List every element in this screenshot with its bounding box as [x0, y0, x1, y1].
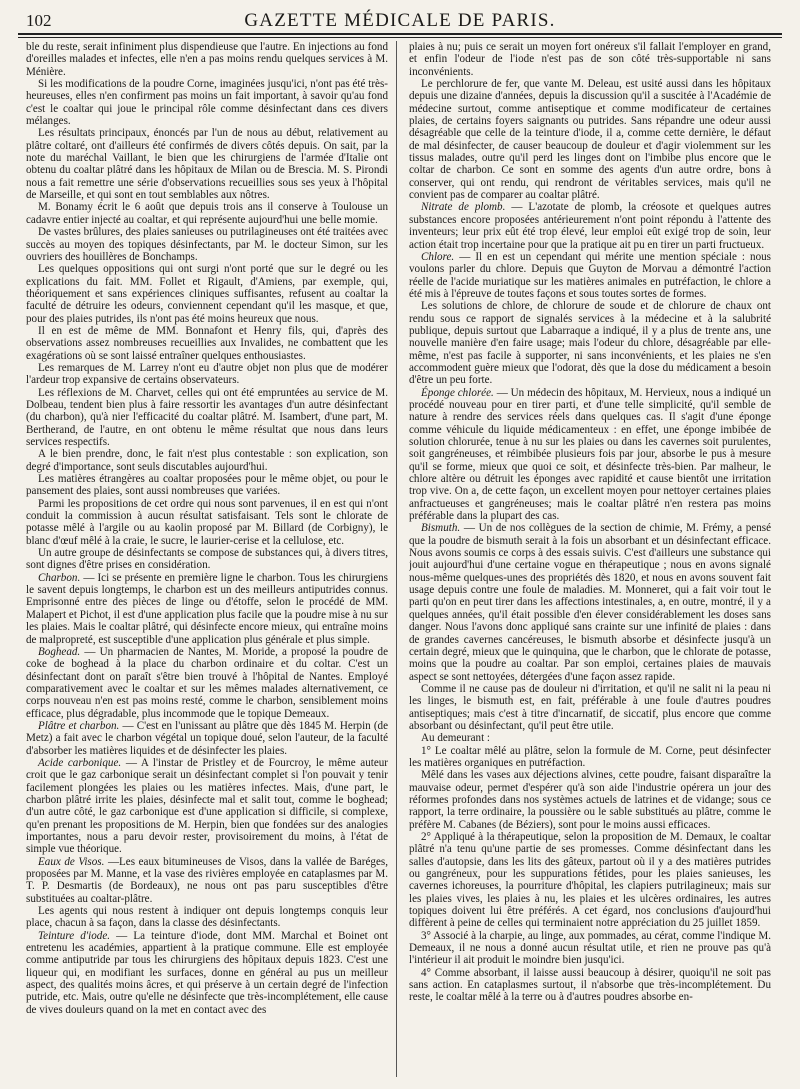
paragraph [409, 683, 771, 732]
paragraph [409, 745, 771, 770]
paragraph [26, 448, 388, 473]
paragraph-text: — La teinture d'iode, dont MM. Marchal et Boinet ont entretenu les académies, appartient à la pratique commune. Elle est employée comme antiputride par tous les chirurgiens des hôpitaux depuis 1823. C'est une liqueur qui, en modifiant les surfaces, donne en général au pus un meilleur aspect, des qualités moins âcres, et qui préserve à un certain degré de l'infection putride, etc. Mais, outre qu'elle ne désinfecte que très-incomplétement, elle cause de vives douleurs quand on la met en contact avec des [26, 929, 388, 1016]
paragraph-text: — Un pharmacien de Nantes, M. Moride, a proposé la poudre de coke de boghead à la place du charbon ordinaire et du coltar. C'est un désinfectant dont on paraît s'être bien trouvé à l'hôpital de Nantes. Employé comparativement avec le coaltar et sur les mêmes malades alternativement, ce corps nouveau n'en est pas moins resté, comme le charbon, sensiblement moins efficace, plus dégradable, plus incommode que le topique Demeaux. [26, 645, 388, 720]
paragraph-text: Parmi les propositions de cet ordre qui nous sont parvenues, il en est qui n'ont conduit la commission à aucun résultat satisfaisant. Tels sont le chlorate de potasse mêlé à l'argile ou au kaolin proposé par M. Billard (de Corbigny), le blanc d'œuf mêlé à la craie, le sucre, le laurier-cerise et la cellulose, etc. [26, 497, 388, 547]
paragraph-text: Si les modifications de la poudre Corne, imaginées jusqu'ici, n'ont pas été très-heureuses, elles n'en confirment pas moins un fait important, à savoir qu'au fond c'est le coaltar qui joue le principal rôle comme désinfectant dans ces divers mélanges. [26, 78, 388, 128]
paragraph [409, 930, 771, 967]
right-column [409, 41, 771, 1081]
paragraph [409, 387, 771, 523]
paragraph [26, 720, 388, 757]
paragraph [409, 732, 771, 744]
paragraph-text: — Un médecin des hôpitaux, M. Hervieux, nous a indiqué un procédé nouveau pour en tirer parti, et d'une telle simplicité, qu'il semble de nature à rendre des services réels dans quelques cas. Il s'agit d'une éponge comme véhicule du liquide médicamenteux : en effet, une éponge imbibée de solution chlorurée, tenue à nu sur les plaies ou dans les cavernes soit purulentes, soit gangréneuses, et réimbibée plusieurs fois par jour, absorbe le pus à mesure qu'il se forme, mieux que quoi ce soit, et désinfecte très-bien. Par malheur, le chlore altère ou détruit les éponges avec rapidité et cause bientôt une irritation trop vive. On a, de cette façon, un excellent moyen pour nettoyer certaines plaies anfractueuses et gangréneuses; mais le coaltar plâtré n'en restera pas moins préférable dans la plupart des cas. [409, 386, 771, 523]
paragraph-text: M. Bonamy écrit le 6 août que depuis trois ans il conserve à Toulouse un cadavre entier injecté au coaltar, et qui représente aujourd'hui une belle momie. [26, 201, 388, 226]
paragraph-text: Au demeurant : [421, 732, 491, 745]
header-rule-thick [18, 33, 782, 35]
paragraph-text: 1° Le coaltar mêlé au plâtre, selon la formule de M. Corne, peut désinfecter les matières organiques en putréfaction. [409, 744, 771, 769]
paragraph [409, 300, 771, 386]
rubric-heading: Éponge chlorée. [421, 386, 494, 399]
paragraph [26, 127, 388, 201]
paragraph [26, 498, 388, 547]
paragraph-text: Un autre groupe de désinfectants se compose de substances qui, à divers titres, sont dignes d'être prises en considération. [26, 547, 388, 572]
paragraph-text: — Ici se présente en première ligne le charbon. Tous les chirurgiens le savent depuis longtemps, le charbon est un des meilleurs antiputrides connus. Emprisonné entre des pièces de linge ou d'étoffe, selon le procédé de MM. Malapert et Pichot, il est d'une application plus facile que la poudre mise à nu sur les plaies. Mais le coaltar plâtré, qui désinfecte encore mieux, qui entraîne moins de malpropreté, est susceptible d'une application plus générale et plus simple. [26, 571, 388, 646]
paragraph [409, 522, 771, 682]
paragraph [26, 78, 388, 127]
paragraph-text: Les réflexions de M. Charvet, celles qui ont été empruntées au service de M. Dolbeau, tendent bien plus à faire ressortir les avantages d'un autre désinfectant (du charbon), qu'à nier l'efficacité du coaltar plâtré. M. Isambert, d'une part, M. Bertherand, de l'autre, en ont obtenu le même résultat que nous dans leurs services respectifs. [26, 386, 388, 448]
paragraph [409, 831, 771, 930]
paragraph-text: — C'est en l'unissant au plâtre que dès 1845 M. Herpin (de Metz) a fait avec le charbon végétal un topique doué, selon l'auteur, de la faculté d'absorber les matières liquides et de désinfecter les plaies. [26, 719, 388, 757]
paragraph-text: Les résultats principaux, énoncés par l'un de nous au début, relativement au plâtre coltaré, ont d'ailleurs été confirmés de divers côtés depuis. On sait, par la note du maréchal Vaillant, le bien que les chirurgiens de l'armée d'Italie ont obtenu du coaltar plâtré dans les hôpitaux de Milan ou de Brescia. M. S. Pirondi nous a fait remettre une série d'observations recueillies sous ses yeux à l'hôpital de Marseille, et qui sont en tout semblables aux nôtres. [26, 127, 388, 202]
paragraph [26, 41, 388, 78]
paragraph-text: 3° Associé à la charpie, au linge, aux pommades, au cérat, comme l'indique M. Demeaux, il ne nous a donné aucun résultat utile, et rien ne prouve pas qu'à l'intérieur il ait produit le moindre bien jusqu'ici. [409, 929, 771, 967]
paragraph [26, 856, 388, 905]
paragraph [409, 78, 771, 201]
page-number: 102 [26, 11, 52, 30]
paragraph-text: Les quelques oppositions qui ont surgi n'ont porté que sur le degré ou les explications du fait. MM. Follet et Rigault, d'Amiens, par exemple, qui, théoriquement et sans expériences cliniques suffisantes, refusent au coaltar la faculté de détruire les odeurs, conviennent cependant qu'il les masque, et que, pour des plaies putrides, ils n'ont pas été moins heureux que nous. [26, 263, 388, 325]
paragraph-text: De vastes brûlures, des plaies sanieuses ou putrilagineuses ont été traitées avec succès au moyen des topiques désinfectants, par M. le docteur Simon, sur les ouvriers des houillères de Bonchamps. [26, 226, 388, 263]
paragraph-text: — L'azotate de plomb, la créosote et quelques autres substances encore proposées antérieurement n'ont point répondu à l'attente des inventeurs; leur prix eût été trop élevé, leur emploi eût exigé trop de soin, leur action était trop incertaine pour que la pratique ait pu en tirer un parti fructueux. [409, 201, 771, 251]
paragraph-text: Il en est de même de MM. Bonnafont et Henry fils, qui, d'après des observations assez nombreuses recueillies aux Invalides, ne combattent que les exagérations où se sont laissé entraîner quelques enthousiastes. [26, 324, 388, 362]
rubric-heading: Teinture d'iode. [38, 929, 111, 942]
paragraph-text: — Il en est un cependant qui mérite une mention spéciale : nous voulons parler du chlore. Depuis que Guyton de Morvau a démontré l'action réelle de l'acide muriatique sur les matières animales en putréfaction, le chlore a été mis à l'épreuve de toutes façons et sous toutes sortes de formes. [409, 250, 771, 300]
paragraph [409, 251, 771, 300]
paragraph-text: Les remarques de M. Larrey n'ont eu d'autre objet non plus que de modérer l'ardeur trop expansive de certains observateurs. [26, 361, 388, 387]
paragraph [409, 769, 771, 831]
header-rule-thin [18, 37, 782, 38]
paragraph [26, 387, 388, 449]
paragraph-text: Comme il ne cause pas de douleur ni d'irritation, et qu'il ne salit ni la peau ni les linges, le bismuth est, en fait, préférable à une foule d'autres poudres antiseptiques; mais c'est à titre d'incarnatif, de siccatif, plus encore que comme absorbant ou désinfectant, qu'il peut être utile. [409, 682, 771, 732]
paragraph [26, 646, 388, 720]
paragraph [409, 201, 771, 250]
paragraph-text: Les matières étrangères au coaltar proposées pour le même objet, ou pour le pansement des plaies, sont aussi nombreuses que variées. [26, 473, 388, 498]
paragraph [26, 201, 388, 226]
paragraph-text: ble du reste, serait infiniment plus dispendieuse que l'autre. En injections au fond d'oreilles malades et infectes, elle n'en a pas moins rendu quelques services à M. Ménière. [26, 41, 388, 78]
rubric-heading: Charbon. [38, 571, 81, 584]
paragraph [26, 905, 388, 930]
paragraph [26, 572, 388, 646]
page-header [18, 6, 782, 36]
paragraph-text: A le bien prendre, donc, le fait n'est plus contestable : son explication, son degré d'importance, sont seuls discutables aujourd'hui. [26, 448, 388, 473]
paragraph-text: Mêlé dans les vases aux déjections alvines, cette poudre, faisant disparaître la mauvaise odeur, permet d'espérer qu'à son aide l'industrie opérera un jour des réformes profondes dans nos systèmes actuels de latrines et de vidange; sous ce rapport, la terre ordinaire, la poussière ou le sable substitués au plâtre, comme le préfère M. Cabanes (de Béziers), sont pour le moins aussi efficaces. [409, 769, 771, 831]
paragraph [26, 362, 388, 387]
paragraph-text: 4° Comme absorbant, il laisse aussi beaucoup à désirer, quoiqu'il ne soit pas sans action. En cataplasmes surtout, il n'absorbe que très-incomplétement. Du reste, le coaltar mêlé à la terre ou à d'autres poudres absorbe en- [409, 966, 771, 1004]
rubric-heading: Nitrate de plomb. [421, 201, 506, 214]
paragraph-text: —Les eaux bitumineuses de Visos, dans la vallée de Baréges, proposées par M. Manne, et la vase des rivières employée en cataplasmes par M. T. P. Desmartis (de Bordeaux), ne nous ont pas paru susceptibles d'être substituées au coaltar-plâtre. [26, 855, 388, 905]
column-divider [396, 41, 397, 1077]
paragraph [409, 967, 771, 1004]
paragraph [26, 325, 388, 362]
paragraph [26, 757, 388, 856]
rubric-heading: Bismuth. [421, 522, 461, 535]
paragraph-text: Les agents qui nous restent à indiquer ont depuis longtemps conquis leur place, chacun à sa façon, dans la classe des désinfectants. [26, 905, 388, 930]
rubric-heading: Chlore. [421, 250, 455, 263]
paragraph [26, 473, 388, 498]
left-column [26, 41, 388, 1081]
rubric-heading: Plâtre et charbon. [38, 719, 120, 732]
paragraph-text: plaies à nu; puis ce serait un moyen fort onéreux s'il fallait l'employer en grand, et enfin l'odeur de l'iode n'est pas de son côté très-supportable ni sans inconvénients. [409, 41, 771, 78]
paragraph-text: 2° Appliqué à la thérapeutique, selon la proposition de M. Demaux, le coaltar plâtré n'a tenu qu'une partie de ses promesses. Comme désinfectant dans les salles d'autopsie, dans les lits des gâteux, partout où il y a des matières putrides ou gangréneux, pour les suppurations fétides, pour les plaies sanieuses, les cavernes ichoreuses, la pourriture d'hôpital, les clapiers putrilagineux; mais sur les plaies vives, les plaies à nu, les plaies et les ulcères ordinaires, les autres topiques doivent lui être préférés. A cet égard, nos conclusions d'aujourd'hui diffèrent à peine de celles qui terminaient notre appréciation du 25 juillet 1859. [409, 831, 771, 930]
journal-title: GAZETTE MÉDICALE DE PARIS. [244, 10, 556, 31]
rubric-heading: Eaux de Visos. [38, 855, 105, 868]
rubric-heading: Acide carbonique. [38, 756, 122, 769]
paragraph [409, 41, 771, 78]
paragraph [26, 263, 388, 325]
paragraph-text: Le perchlorure de fer, que vante M. Deleau, est usité aussi dans les hôpitaux depuis une dizaine d'années, depuis la discussion qu'il a suscitée à l'Académie de médecine surtout, comme antiseptique et comme modificateur de certaines plaies, de certains foyers saignants ou putrides. Sans répandre une odeur aussi désagréable que celle de la teinture d'iode, il a, comme cette dernière, le défaut de mal désinfecter, de causer beaucoup de douleur et d'agir violemment sur les tissus malades, outre qu'il perd les linges dont on l'imbibe plus encore que le coltar de charbon. Ce sont en somme des agents d'un autre ordre, bons à conserver, qui ont rendu, qui rendront de véritables services, mais qu'il ne convient pas de comparer au coaltar plâtré. [409, 78, 771, 202]
paragraph-text: Les solutions de chlore, de chlorure de soude et de chlorure de chaux ont rendu sous ce rapport de signalés services à la médecine et à la salubrité publique, depuis surtout que Labarraque a indiqué, il y a plus de trente ans, une nouvelle manière d'en faire usage; mais l'odeur du chlore, désagréable par elle-même, n'est pas facile à supporter, ni sans inconvénients, et les plaies ne s'en accommodent guère mieux que l'odorat, dès que la dose du médicament a besoin d'être un peu forte. [409, 300, 771, 387]
paragraph [26, 930, 388, 1016]
paragraph [26, 547, 388, 572]
paragraph-text: — Un de nos collègues de la section de chimie, M. Frémy, a pensé que la poudre de bismuth serait à la fois un absorbant et un désinfectant efficace. Nous avons soumis ce corps à des essais suivis. C'est d'ailleurs une substance qui jouit aujourd'hui d'une certaine vogue en thérapeutique ; nous en avons signalé nous-même quelques-unes des propriétés dès 1820, et nous en avons souvent fait usage depuis contre une foule de maladies. M. Monneret, qui a fait voir tout le parti qu'on en peut tirer dans les affections intestinales, a, en outre, montré, il y a quelques années, qu'il était possible d'en élever considérablement les doses sans danger. Nous l'avons donc appliqué sans crainte sur une infinité de plaies : dans de grandes cavernes cancéreuses, le bismuth absorbe et désinfecte jusqu'à un certain degré, mieux que le quinquina, que le charbon, que le chlorate de potasse, moins que la poudre au coaltar. Par son emploi, certaines plaies de mauvais aspect se sont nettoyées, détergées d'une façon assez rapide. [409, 522, 771, 683]
paragraph [26, 226, 388, 263]
paragraph-text: — A l'instar de Pristley et de Fourcroy, le même auteur croit que le gaz carbonique serait un désinfectant complet si l'on pouvait y tenir facilement plongées les plaies ou les matières infectes. Mais, d'une part, le charbon plâtré irrite les plaies, désinfecte mal et salit tout, comme le boghead; d'un autre côté, le gaz carbonique est d'une application si difficile, si complexe, qu'en prenant les propositions de M. Herpin, bien que fondées sur des analogies importantes, nous a paru devoir rester, provisoirement du moins, à l'état de simple vue théorique. [26, 756, 388, 856]
rubric-heading: Boghead. [38, 645, 81, 658]
